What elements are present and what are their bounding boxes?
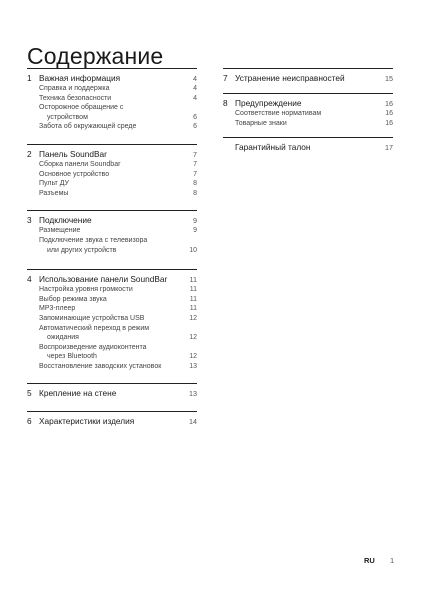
entry-label (39, 179, 193, 189)
toc-entry[interactable] (27, 189, 197, 199)
toc-entry[interactable] (27, 304, 197, 314)
entry-text: Выбор режима звука (39, 295, 107, 303)
toc-section (27, 411, 197, 427)
toc-entry[interactable] (27, 122, 197, 132)
toc-section-heading[interactable] (223, 73, 393, 84)
toc-section (223, 93, 393, 128)
entry-page: 4 (193, 94, 197, 102)
entry-label (39, 226, 193, 236)
toc-entry[interactable] (27, 84, 197, 94)
entry-label (39, 362, 189, 372)
toc-section-heading[interactable] (27, 215, 197, 226)
toc-right-column (223, 68, 393, 153)
entry-label (39, 103, 193, 122)
entry-text: Техника безопасности (39, 94, 112, 102)
entry-label (39, 160, 193, 170)
page-title: Содержание (27, 43, 164, 70)
entry-label (235, 109, 385, 119)
section-number: 2 (27, 148, 32, 159)
section-title: Характеристики изделия (39, 416, 135, 427)
toc-entry[interactable] (27, 285, 197, 295)
entry-text-continued: через Bluetooth (47, 353, 97, 361)
entry-label (39, 170, 193, 180)
toc-entry[interactable] (27, 295, 197, 305)
entry-label (39, 304, 190, 314)
entry-label (39, 314, 189, 324)
entry-label (39, 189, 193, 199)
section-number: 5 (27, 388, 32, 399)
toc-section (27, 383, 197, 399)
entry-text: Справка и поддержка (39, 85, 110, 92)
entry-page: 12 (189, 353, 197, 361)
toc-entry[interactable] (27, 324, 197, 343)
section-page: 7 (193, 149, 197, 159)
section-number: 7 (223, 73, 228, 83)
entry-label (39, 295, 190, 305)
section-number: 3 (27, 215, 32, 226)
toc-entry[interactable] (27, 314, 197, 324)
entry-text: MP3-плеер (39, 305, 76, 313)
section-title: Предупреждение (235, 98, 302, 108)
entry-text: Сборка панели Soundbar (39, 160, 121, 168)
entry-text: Разъемы (39, 189, 69, 197)
entry-text-continued: ожидания (47, 334, 79, 342)
entry-text: Подключение звука с телевизора (39, 236, 148, 244)
toc-entry[interactable] (27, 170, 197, 180)
section-number: 4 (27, 274, 32, 285)
entry-page: 12 (189, 334, 197, 342)
toc-section-heading[interactable] (223, 98, 393, 109)
entry-text: Воспроизведение аудиоконтента (39, 343, 147, 351)
entry-page: 16 (385, 119, 393, 127)
entry-text: Восстановление заводских установок (39, 362, 162, 370)
toc-section-heading[interactable] (223, 142, 393, 153)
toc-section (27, 144, 197, 198)
entry-text: Пульт ДУ (39, 180, 69, 188)
entry-label (39, 94, 193, 104)
toc-entry[interactable] (27, 226, 197, 236)
toc-entry[interactable] (27, 94, 197, 104)
entry-page: 12 (189, 314, 197, 322)
toc-section (223, 68, 393, 84)
entry-page: 7 (193, 170, 197, 178)
toc-left-column (27, 68, 197, 427)
entry-label (39, 236, 189, 255)
section-page: 13 (189, 389, 197, 399)
toc-section-heading[interactable] (27, 416, 197, 427)
section-page: 16 (385, 99, 393, 108)
entry-text: Запоминающие устройства USB (39, 314, 145, 322)
entry-text: Осторожное обращение с (39, 104, 124, 112)
entry-page: 6 (193, 113, 197, 121)
toc-section (27, 269, 197, 371)
entry-page: 8 (193, 180, 197, 188)
entry-page: 16 (385, 110, 393, 117)
toc-section (27, 210, 197, 255)
toc-entry[interactable] (223, 109, 393, 119)
entry-label (39, 84, 193, 94)
entry-page: 10 (189, 246, 197, 254)
entry-page: 6 (193, 123, 197, 131)
entry-text: Автоматический переход в режим (39, 324, 150, 332)
entry-text: Размещение (39, 227, 81, 235)
section-page: 11 (189, 275, 197, 285)
section-title: Использование панели SoundBar (39, 274, 168, 285)
toc-entry[interactable] (27, 362, 197, 372)
entry-text: Забота об окружающей среде (39, 123, 137, 131)
entry-page: 9 (193, 227, 197, 235)
section-page: 17 (385, 143, 393, 153)
toc-entry[interactable] (27, 236, 197, 255)
entry-label (39, 122, 193, 132)
toc-section (223, 137, 393, 153)
entry-page: 7 (193, 160, 197, 168)
entry-page: 11 (189, 305, 197, 313)
entry-page: 4 (193, 85, 197, 92)
entry-label (39, 343, 189, 362)
entry-page: 13 (189, 362, 197, 370)
toc-entry[interactable] (223, 119, 393, 129)
section-number: 8 (223, 98, 228, 108)
toc-entry[interactable] (27, 103, 197, 122)
language-label: RU (364, 556, 375, 565)
section-title: Панель SoundBar (39, 148, 107, 159)
entry-label (39, 285, 190, 295)
section-page: 15 (385, 74, 393, 83)
entry-text: Соответствие нормативам (235, 110, 322, 117)
toc-section-heading[interactable] (27, 149, 197, 160)
section-title: Крепление на стене (39, 388, 117, 399)
toc-section (27, 68, 197, 132)
entry-page: 8 (193, 189, 197, 197)
entry-text-continued: или других устройств (47, 246, 117, 254)
section-title: Важная информация (39, 73, 121, 83)
entry-text: Основное устройство (39, 170, 110, 178)
section-number: 6 (27, 416, 32, 427)
toc-section-heading[interactable] (27, 73, 197, 84)
entry-page: 11 (189, 286, 197, 294)
entry-text: Настройка уровня громкости (39, 286, 133, 294)
toc-entry[interactable] (27, 343, 197, 362)
section-page: 9 (193, 216, 197, 226)
toc-entry[interactable] (27, 160, 197, 170)
entry-page: 11 (189, 295, 197, 303)
toc-section-heading[interactable] (27, 274, 197, 285)
page-number: 1 (390, 556, 395, 565)
entry-text: Товарные знаки (235, 119, 287, 127)
toc-section-heading[interactable] (27, 388, 197, 399)
entry-label (39, 324, 189, 343)
section-title: Устранение неисправностей (235, 73, 345, 83)
entry-label (235, 119, 385, 129)
toc-entry[interactable] (27, 179, 197, 189)
entry-text-continued: устройством (47, 113, 88, 121)
section-page: 4 (193, 74, 197, 83)
section-page: 14 (189, 417, 197, 427)
section-title: Гарантийный талон (235, 142, 311, 153)
section-title: Подключение (39, 215, 92, 226)
section-number: 1 (27, 73, 32, 83)
